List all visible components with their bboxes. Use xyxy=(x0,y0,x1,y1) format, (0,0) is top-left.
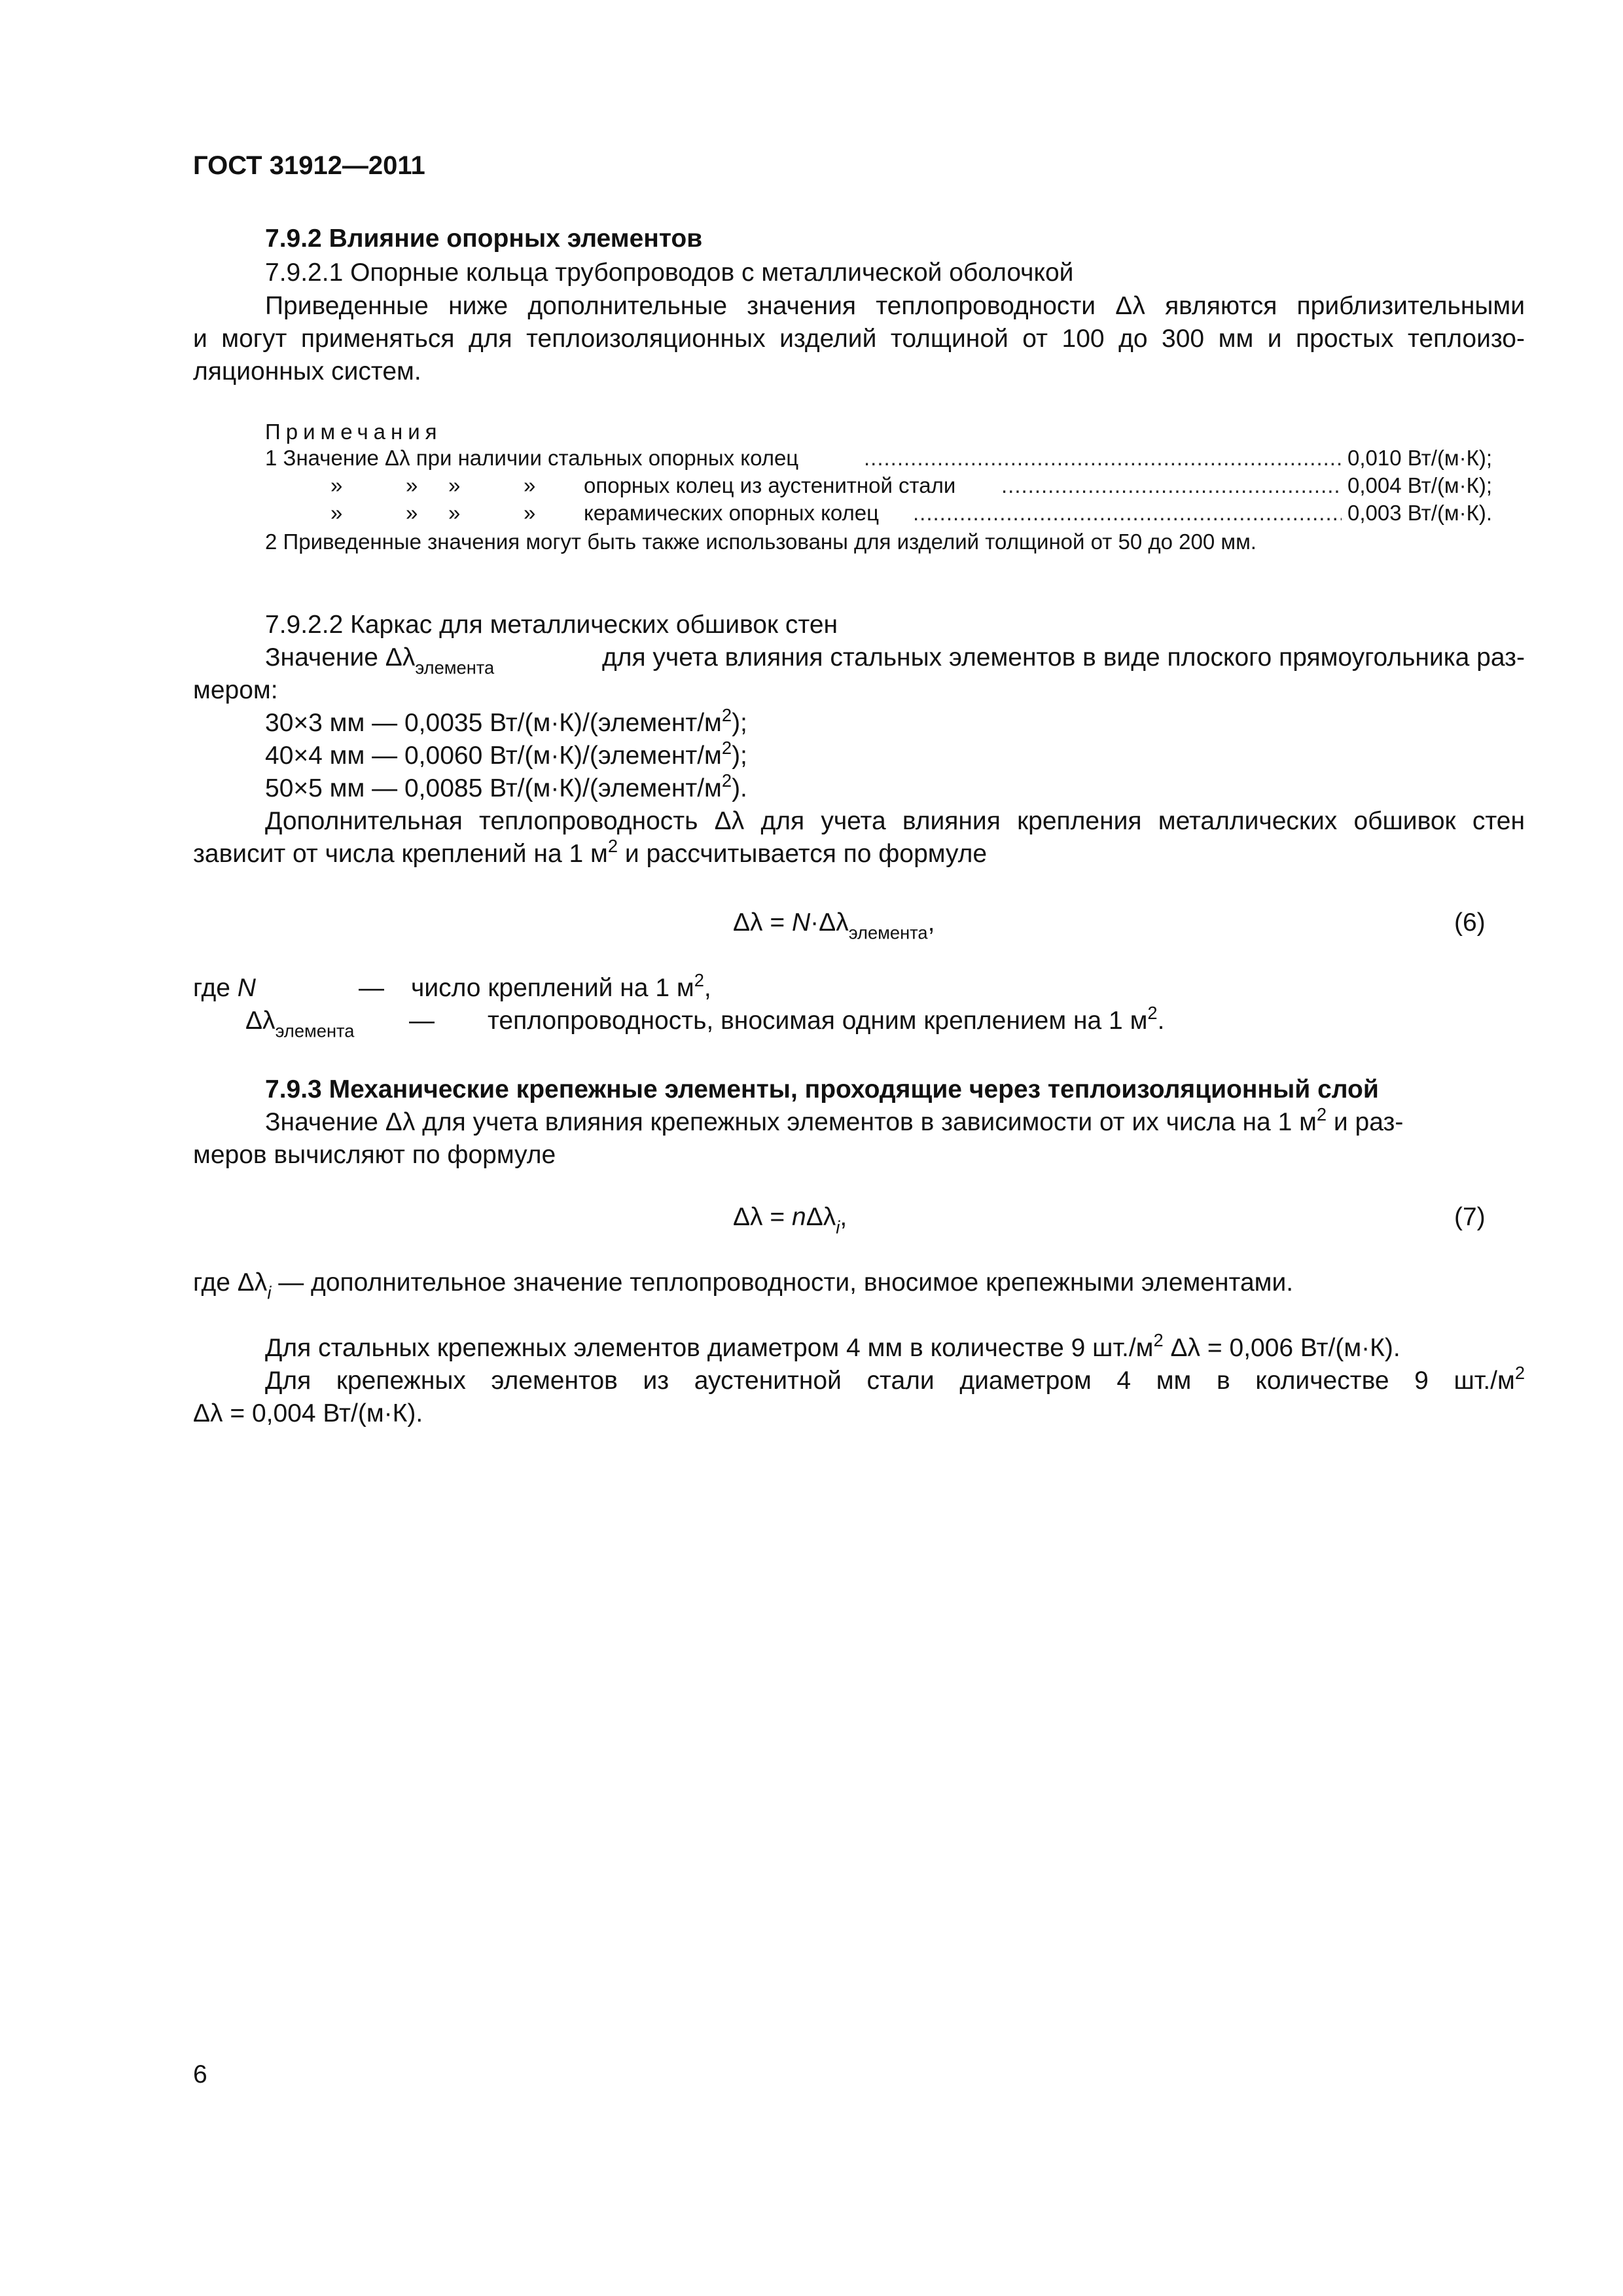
definition-dash: — xyxy=(359,974,384,1002)
note-2-label: опорных колец из аустенитной стали xyxy=(584,473,959,499)
delta-lambda: Значение Δλ xyxy=(265,643,416,672)
text-fragment: Значение Δλ для учета влияния крепежных элементов в зависимости от их числа на 1 $м^2$ и раз- xyxy=(265,1104,1404,1136)
definition-dash: — xyxy=(409,1007,435,1035)
paragraph-line: ляционных систем. xyxy=(193,357,421,386)
dot-leader xyxy=(1001,473,1342,499)
paragraph-line: Для стальных крепежных элементов диаметром 4 мм в количестве 9 $шт./м^2$ Δλ = 0,006 Вт/(м·К). xyxy=(265,1330,1400,1362)
note-1-value: 0,010 Вт/(м·К); xyxy=(1345,445,1492,471)
section-title-7-9-3: 7.9.3 Механические крепежные элементы, проходящие через теплоизоляционный слой xyxy=(265,1075,1379,1103)
ditto-mark: » xyxy=(330,501,343,525)
note-2-value: 0,004 Вт/(м·К); xyxy=(1345,473,1492,499)
dimension-item: 50×5 мм — 0,0085 $Вт/(м\cdot К)/(элемент/м^2)$. xyxy=(265,770,747,802)
notes-heading: Примечания xyxy=(265,420,442,444)
note-2: 2 Приведенные значения могут быть также использованы для изделий толщиной от 50 до 200 мм. xyxy=(265,529,1257,554)
dot-leader xyxy=(864,445,1342,471)
dot-leader xyxy=(913,500,1342,526)
ditto-mark: » xyxy=(330,473,343,497)
note-3-value: 0,003 Вт/(м·К). xyxy=(1345,500,1492,526)
formula-6-number: (6) xyxy=(1454,908,1486,937)
note-1-label: 1 Значение Δλ при наличии стальных опорных колец xyxy=(265,445,802,471)
formula-7: Δλ = nΔλ$_i$, xyxy=(733,1203,847,1238)
section-title-7-9-2: 7.9.2 Влияние опорных элементов xyxy=(265,224,703,253)
document-id: ГОСТ 31912—2011 xyxy=(193,151,425,180)
subsection-title-7-9-2-2: 7.9.2.2 Каркас для металлических обшивок стен xyxy=(265,611,838,639)
paragraph-line xyxy=(265,641,1525,678)
dimension-item: 30×3 мм — 0,0035 $Вт/(м\cdot К)/(элемент/м^2)$; xyxy=(265,705,747,737)
definition-7: где $\Delta\lambda_i$ — дополнительное значение теплопроводности, вносимое крепежными элементами. xyxy=(193,1268,1294,1303)
ditto-mark: » xyxy=(448,501,461,525)
ditto-mark: » xyxy=(448,473,461,497)
paragraph-line xyxy=(265,1106,1525,1139)
paragraph-line: меров вычисляют по формуле xyxy=(193,1141,556,1169)
text-fragment xyxy=(265,641,495,678)
definition-1: число креплений на 1 $м^2$, xyxy=(411,970,711,1002)
ditto-mark: » xyxy=(524,501,536,525)
paragraph-line: Для крепежных элементов из аустенитной стали диаметром 4 мм в количестве 9 $шт./м^2$ xyxy=(265,1363,1525,1395)
ditto-mark: » xyxy=(524,473,536,497)
definition-2: теплопроводность, вносимая одним креплением на 1 $м^2$. xyxy=(488,1003,1165,1035)
formula-7-number: (7) xyxy=(1454,1203,1486,1231)
note-3-label: керамических опорных колец xyxy=(584,500,883,526)
dimension-item: 40×4 мм — 0,0060 $Вт/(м\cdot К)/(элемент/м^2)$; xyxy=(265,738,747,770)
paragraph-line: зависит от числа креплений на 1 $м^2$ и рассчитывается по формуле xyxy=(193,836,988,868)
subscript: элемента xyxy=(415,657,495,678)
paragraph-line: Δλ = 0,004 Вт/(м·К). xyxy=(193,1399,423,1427)
paragraph-line: и могут применяться для теплоизоляционных изделий толщиной от 100 до 300 мм и простых теплоизо- xyxy=(193,325,1525,353)
formula-6: $\Delta\lambda = N\cdot\Delta\lambda_{элемента}$, xyxy=(733,908,935,943)
paragraph-line: Приведенные ниже дополнительные значения теплопроводности Δλ являются приблизительными xyxy=(265,292,1525,320)
text-fragment: для учета влияния стальных элементов в виде плоского прямоугольника раз- xyxy=(601,643,1525,672)
page-number: 6 xyxy=(193,2060,207,2089)
paragraph-line: мером: xyxy=(193,676,278,704)
ditto-mark: » xyxy=(406,473,418,497)
subsection-title-7-9-2-1: 7.9.2.1 Опорные кольца трубопроводов с металлической оболочкой xyxy=(265,259,1074,287)
ditto-mark: » xyxy=(406,501,418,525)
variable-delta-lambda-element: $\Delta\lambda_{элемента}$ xyxy=(245,1007,355,1041)
where-label: где N xyxy=(193,974,256,1002)
paragraph-line: Дополнительная теплопроводность Δλ для учета влияния крепления металлических обшивок стен xyxy=(265,807,1525,835)
